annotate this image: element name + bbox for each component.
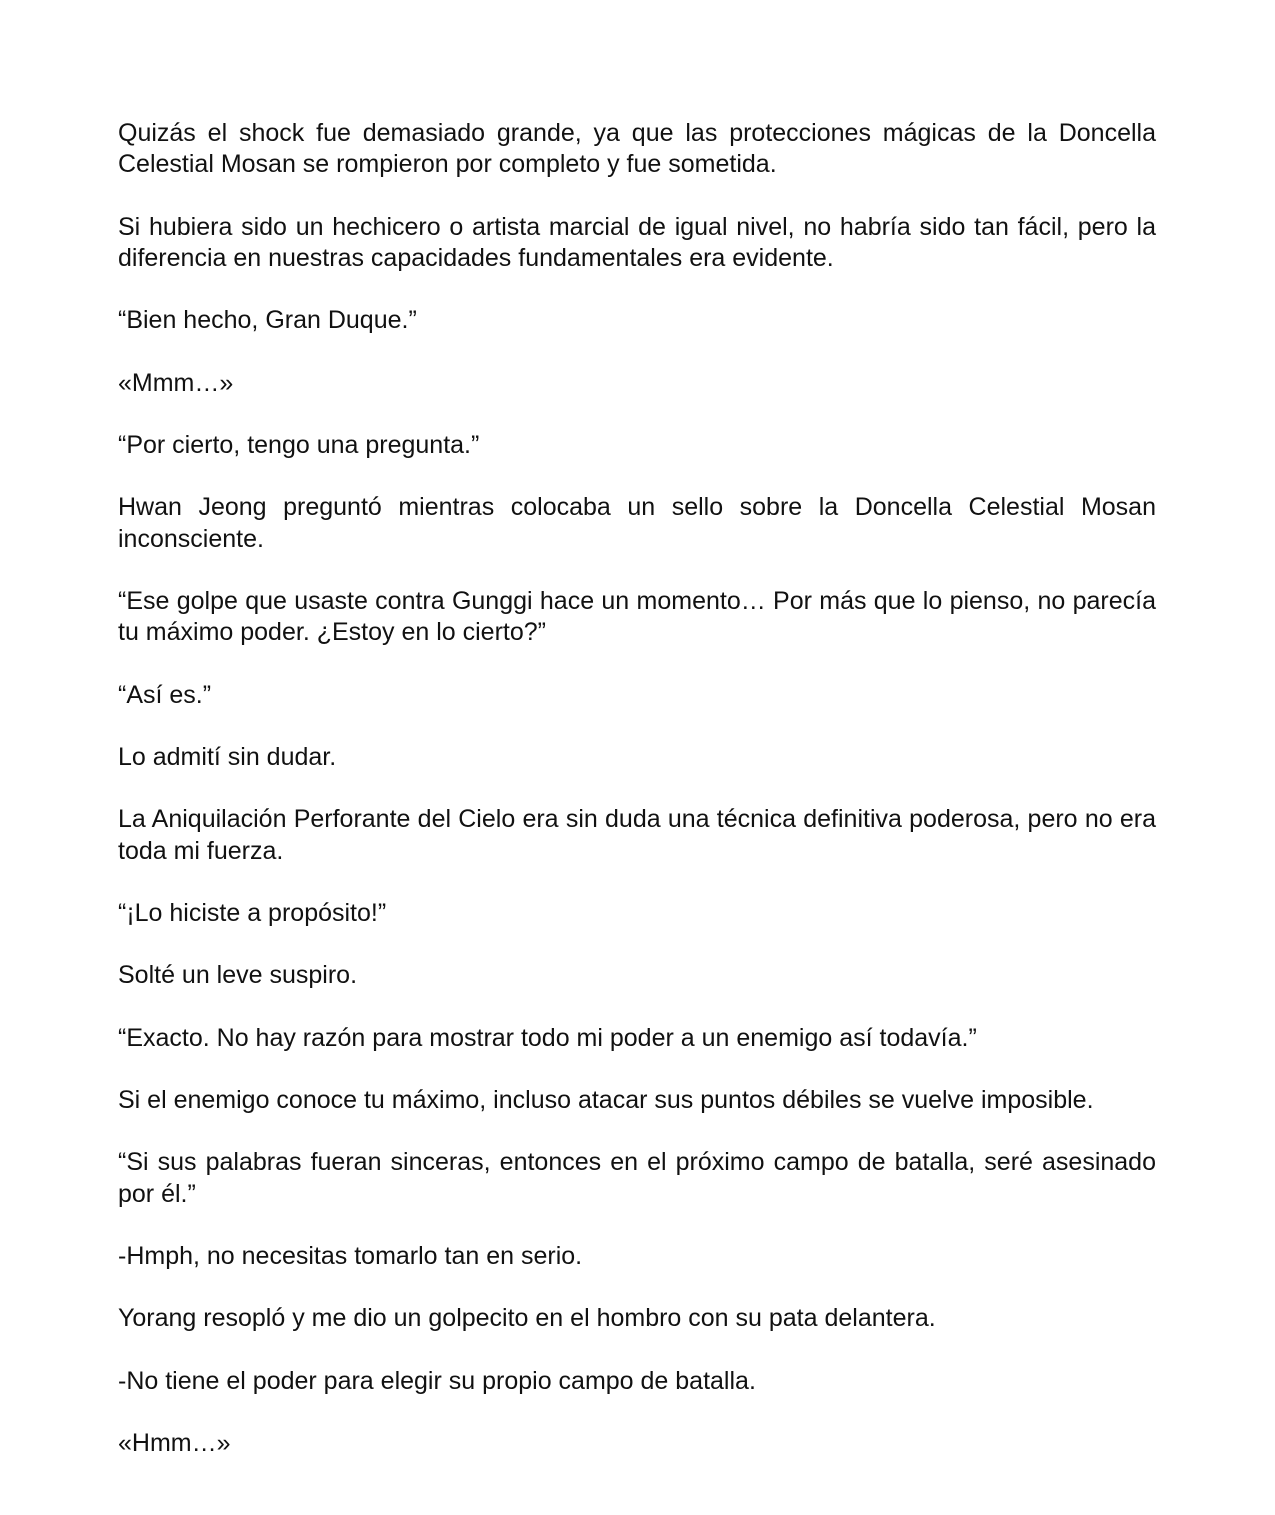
paragraph: -Hmph, no necesitas tomarlo tan en serio. xyxy=(118,1242,583,1271)
paragraph: La Aniquilación Perforante del Cielo era sin duda una técnica definitiva poderosa, pero no era toda mi fuerza. xyxy=(118,805,1156,865)
paragraph: -No tiene el poder para elegir su propio campo de batalla. xyxy=(118,1366,756,1395)
paragraph: “Por cierto, tengo una pregunta.” xyxy=(118,430,480,459)
paragraph: “Exacto. No hay razón para mostrar todo mi poder a un enemigo así todavía.” xyxy=(118,1023,977,1052)
paragraph: «Mmm…» xyxy=(118,368,234,397)
paragraph: “Así es.” xyxy=(118,680,212,709)
paragraph: “Si sus palabras fueran sinceras, entonces en el próximo campo de batalla, seré asesinado por él.” xyxy=(118,1148,1156,1208)
paragraph: Lo admití sin dudar. xyxy=(118,742,337,771)
paragraph: Yorang resopló y me dio un golpecito en el hombro con su pata delantera. xyxy=(118,1304,936,1333)
paragraph: “Bien hecho, Gran Duque.” xyxy=(118,306,417,335)
paragraph: Quizás el shock fue demasiado grande, ya que las protecciones mágicas de la Doncella Celestial Mosan se rompieron por completo y fue sometida. xyxy=(118,119,1156,179)
paragraph: Si el enemigo conoce tu máximo, incluso atacar sus puntos débiles se vuelve imposible. xyxy=(118,1086,1094,1115)
document-page xyxy=(118,118,1156,1459)
paragraph: «Hmm…» xyxy=(118,1429,231,1458)
paragraph: Hwan Jeong preguntó mientras colocaba un sello sobre la Doncella Celestial Mosan inconsciente. xyxy=(118,493,1156,553)
paragraph: “Ese golpe que usaste contra Gunggi hace un momento… Por más que lo pienso, no parecía tu máximo poder. ¿Estoy en lo cierto?” xyxy=(118,586,1156,647)
paragraph: Solté un leve suspiro. xyxy=(118,961,358,990)
paragraph: “¡Lo hiciste a propósito!” xyxy=(118,898,387,927)
paragraph: Si hubiera sido un hechicero o artista marcial de igual nivel, no habría sido tan fácil, pero la diferencia en nuestras capacidades fundamentales era evidente. xyxy=(118,212,1156,272)
